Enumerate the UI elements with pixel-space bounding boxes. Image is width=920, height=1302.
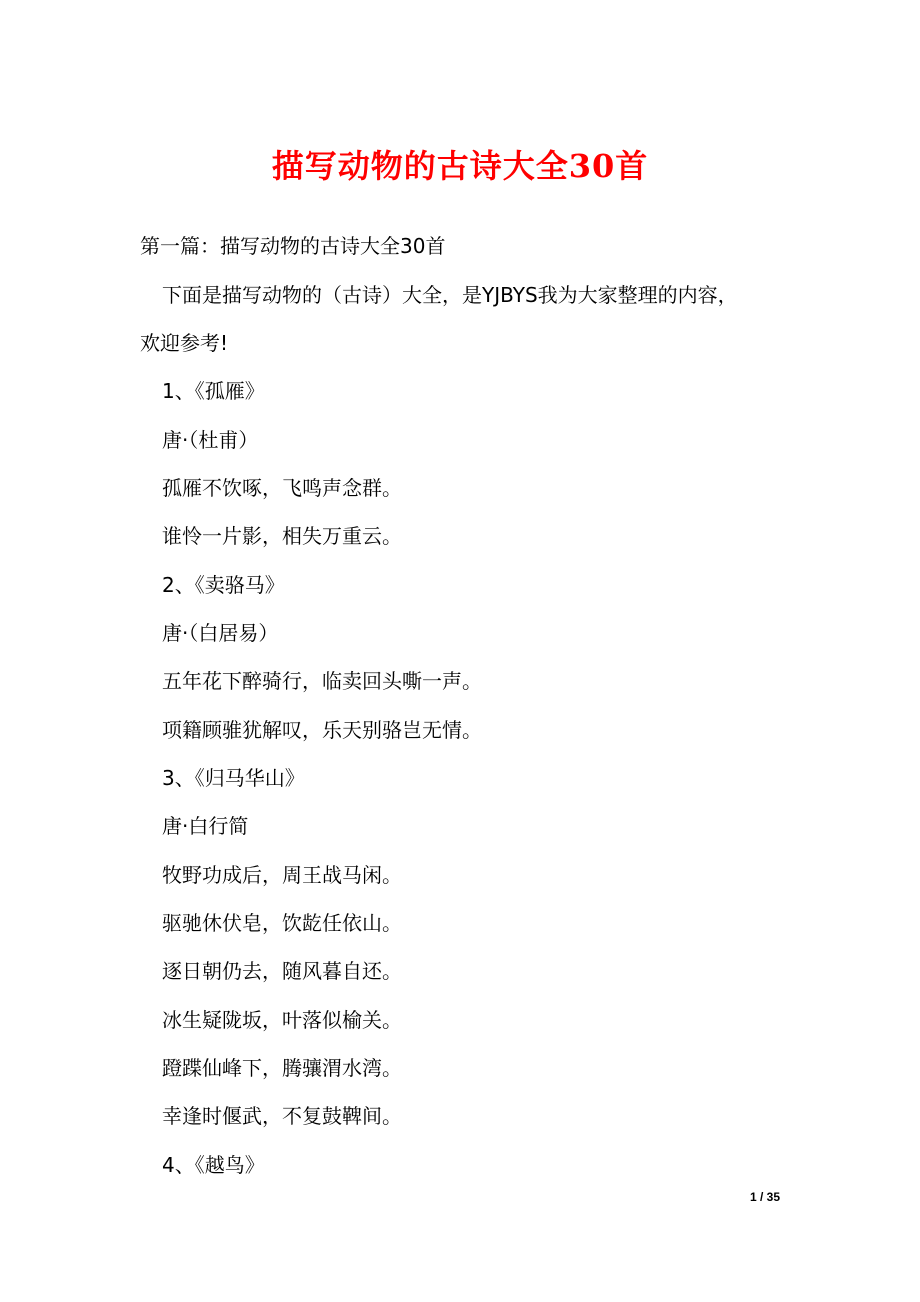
poem-title: 1、《孤雁》 [162, 379, 265, 403]
poem-title: 4、《越鸟》 [162, 1153, 265, 1177]
intro-paragraph-line: 下面是描写动物的（古诗）大全，是YJBYS我为大家整理的内容， [162, 283, 738, 307]
poem-line: 逐日朝仍去，随风暮自还。 [162, 959, 402, 983]
poem-title: 3、《归马华山》 [162, 766, 305, 790]
poem-line: 项籍顾骓犹解叹，乐天别骆岂无情。 [162, 718, 482, 742]
poem-line: 五年花下醉骑行，临卖回头嘶一声。 [162, 669, 482, 693]
section-heading: 第一篇：描写动物的古诗大全30首 [140, 234, 446, 258]
poem-line: 冰生疑陇坂，叶落似榆关。 [162, 1008, 402, 1032]
poem-title: 2、《卖骆马》 [162, 573, 285, 597]
intro-paragraph-line: 欢迎参考! [140, 331, 229, 355]
poem-author: 唐·（白居易） [162, 621, 279, 645]
poem-author: 唐·（杜甫） [162, 428, 259, 452]
poem-line: 蹬蹀仙峰下，腾骧渭水湾。 [162, 1056, 402, 1080]
poem-line: 驱驰休伏皂，饮龁任依山。 [162, 911, 402, 935]
page-number: 1 / 35 [749, 1190, 780, 1204]
poem-line: 牧野功成后，周王战马闲。 [162, 863, 402, 887]
poem-line: 谁怜一片影，相失万重云。 [162, 524, 402, 548]
document-title: 描写动物的古诗大全30首 [271, 147, 649, 185]
poem-line: 孤雁不饮啄，飞鸣声念群。 [162, 476, 402, 500]
poem-line: 幸逢时偃武，不复鼓鞞间。 [162, 1104, 402, 1128]
poem-author: 唐·白行简 [162, 814, 249, 838]
